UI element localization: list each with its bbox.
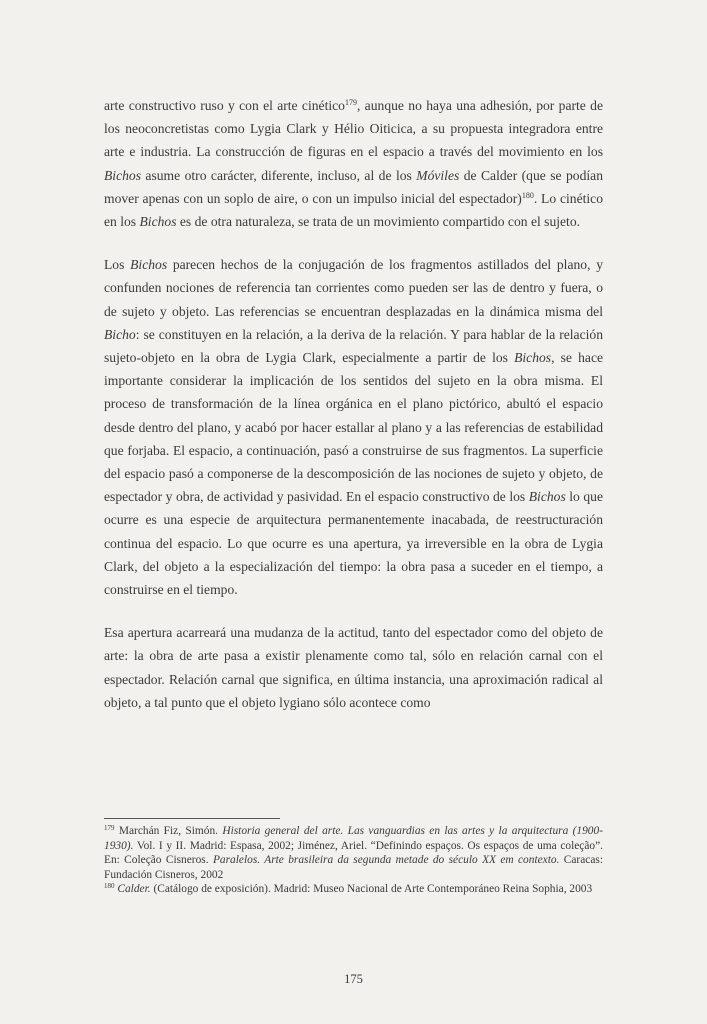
footnotes [104, 824, 603, 897]
paragraph-1: arte constructivo ruso y con el arte cinético$^{179}$, aunque no haya una adhesión, por parte de los neoconcretistas como Lygia Clark y Hélio Oiticica, a su propuesta integradora entre arte e industria. La construcción de figuras en el espacio a través del movimiento en los Bichos asume otro carácter, diferente, incluso, al de los Móviles de Calder (que se podían mover apenas con un soplo de aire, o con un impulso inicial del espectador)$^{180}$. Lo cinético en los Bichos es de otra naturaleza, se trata de un movimiento compartido con el sujeto. [104, 98, 603, 230]
paragraph-3: Esa apertura acarreará una mudanza de la actitud, tanto del espectador como del objeto de arte: la obra de arte pasa a existir plenamente como tal, sólo en relación carnal con el espectador. Relación carnal que significa, en última instancia, una aproximación radical al objeto, a tal punto que el objeto lygiano sólo acontece como [104, 625, 603, 710]
footnote-180: $^{180}$ Calder. (Catálogo de exposición). Madrid: Museo Nacional de Arte Contemporáneo Reina Sophia, 2003 [104, 882, 593, 896]
footnote-divider [104, 818, 280, 819]
body-text [104, 94, 603, 734]
footnote-ref-179: 179 [344, 98, 357, 107]
page-number: 175 [344, 972, 363, 986]
footnote-179: $^{179}$ Marchán Fiz, Simón. Historia general del arte. Las vanguardias en las artes y la arquitectura (1900-1930). Vol. I y II. Madrid: Espasa, 2002; Jiménez, Ariel. “Definindo espaços. Os espaços de uma coleção”. En: Coleção Cisneros. Paralelos. Arte brasileira da segunda metade do século XX em contexto. Caracas: Fundación Cisneros, 2002 [104, 824, 603, 881]
paragraph-2: Los Bichos parecen hechos de la conjugación de los fragmentos astillados del plano, y confunden nociones de referencia tan corrientes como pueden ser las de dentro y fuera, o de sujeto y objeto. Las referencias se encuentran desplazadas en la dinámica misma del Bicho: se constituyen en la relación, a la deriva de la relación. Y para hablar de la relación sujeto-objeto en la obra de Lygia Clark, especialmente a partir de los Bichos, se hace importante considerar la implicación de los sentidos del sujeto en la obra misma. El proceso de transformación de la línea orgánica en el plano pictórico, abultó el espacio desde dentro del plano, y acabó por hacer estallar al plano y a las referencias de estabilidad que forjaba. El espacio, a continuación, pasó a construirse de sus fragmentos. La superficie del espacio pasó a componerse de la descomposición de las nociones de sujeto y objeto, de espectador y obra, de actividad y pasividad. En el espacio constructivo de los Bichos lo que ocurre es una especie de arquitectura permanentemente inacabada, de reestructuración continua del espacio. Lo que ocurre es una apertura, ya irreversible en la obra de Lygia Clark, del objeto a la especialización del tiempo: la obra pasa a suceder en el tiempo, a construirse en el tiempo. [104, 257, 604, 598]
footnote-ref-180: 180 [521, 190, 534, 200]
